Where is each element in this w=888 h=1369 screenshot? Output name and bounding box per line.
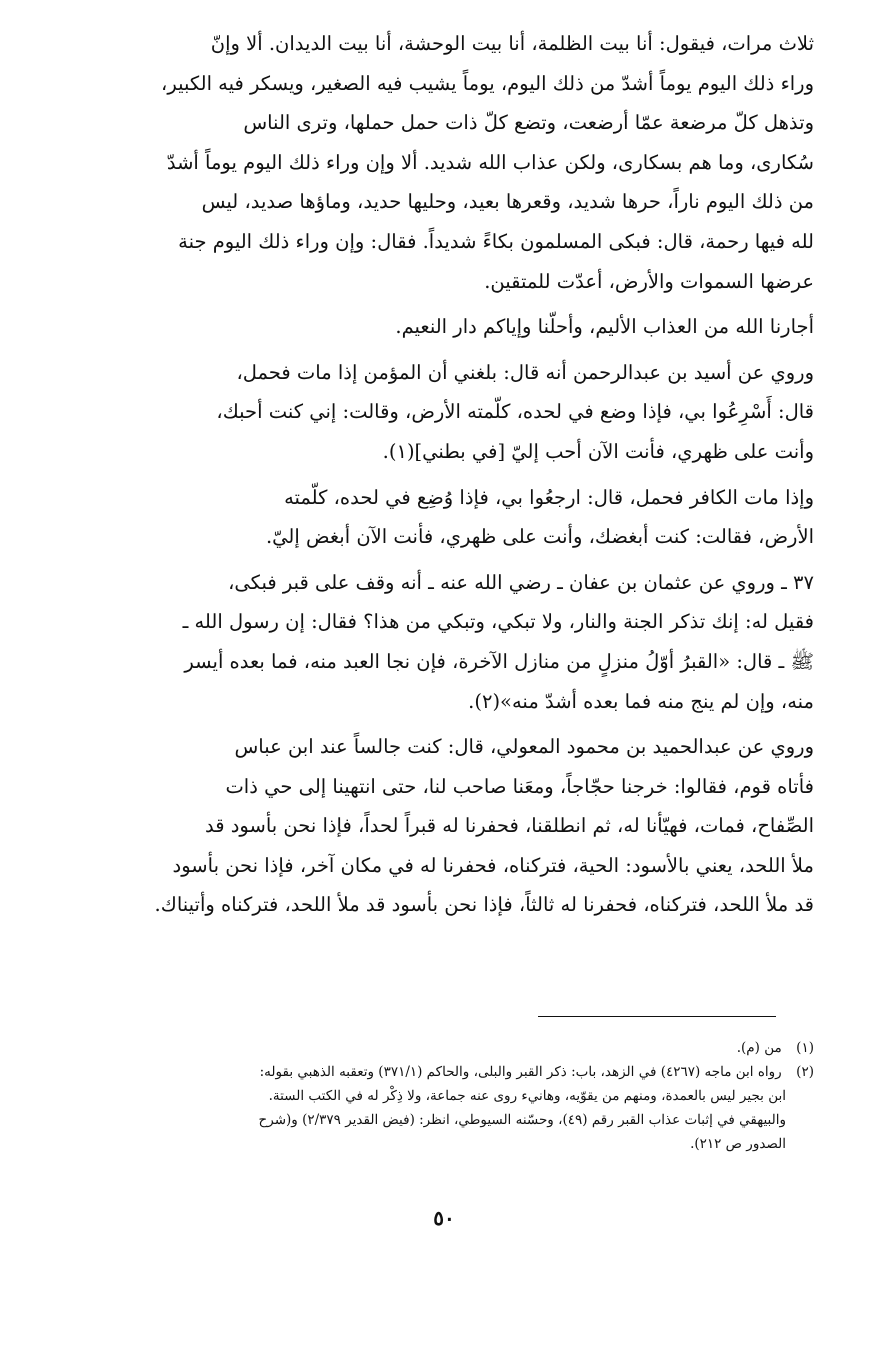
- text-line: وروي عن أسيد بن عبدالرحمن أنه قال: بلغني أن المؤمن إذا مات فحمل،: [236, 360, 814, 384]
- text-line: ملأ اللحد، يعني بالأسود: الحية، فتركناه، فحفرنا له في مكان آخر، فإذا نحن بأسود: [172, 853, 814, 877]
- footnote-divider: [538, 1016, 776, 1017]
- text-line: فقيل له: إنك تذكر الجنة والنار، ولا تبكي، وتبكي من هذا؟ فقال: إن رسول الله ـ: [182, 610, 814, 634]
- footnote-line: الصدور ص ٢١٢).: [690, 1136, 786, 1152]
- text-line: منه، وإن لم ينج منه فما بعده أشدّ منه»(٢).: [468, 689, 814, 713]
- text-line: الأرض، فقالت: كنت أبغضك، وأنت على ظهري، فأنت الآن أبغض إليّ.: [265, 525, 814, 549]
- text-line: سُكارى، وما هم بسكارى، ولكن عذاب الله شديد. ألا وإن وراء ذلك اليوم يوماً أشدّ: [166, 150, 814, 174]
- text-line: ﷺ ـ قال: «القبرُ أوّلُ منزلٍ من منازل الآخرة، فإن نجا العبد منه، فما بعده أيسر: [184, 649, 814, 673]
- text-line: ثلاث مرات، فيقول: أنا بيت الظلمة، أنا بيت الوحشة، أنا بيت الديدان. ألا وإنّ: [210, 32, 814, 55]
- text-line: أجارنا الله من العذاب الأليم، وأحلّنا وإياكم دار النعيم.: [395, 315, 814, 339]
- text-line: قال: أَسْرِعُوا بي، فإذا وضع في لحده، كلّمته الأرض، وقالت: إني كنت أحبك،: [216, 400, 814, 424]
- footnote-line: ابن بجير ليس بالعمدة، ومنهم من يقوّيه، وهانيء روى عنه جماعة، ولا ذِكْر له في الكتب الستة.: [268, 1088, 786, 1104]
- footnote-text: من (م).: [736, 1040, 782, 1056]
- text-line: الصِّفاح، فمات، فهيّأنا له، ثم انطلقنا، فحفرنا له قبراً لحداً، فإذا نحن بأسود قد: [204, 814, 814, 838]
- text-line: وروي عن عبدالحميد بن محمود المعولي، قال: كنت جالساً عند ابن عباس: [234, 735, 814, 759]
- footnote-number: (٢): [796, 1064, 814, 1080]
- footnotes: [84, 1036, 814, 1156]
- footnote-line: والبيهقي في إثبات عذاب القبر رقم (٤٩)، وحسّنه السيوطي، انظر: (فيض القدير ٢/٣٧٩) و(شرح: [258, 1112, 786, 1128]
- text-line: من ذلك اليوم ناراً، حرها شديد، وقعرها بعيد، وحليها حديد، وماؤها صديد، ليس: [201, 190, 814, 214]
- page-number: ٥٠: [433, 1206, 455, 1230]
- footnote-text: رواه ابن ماجه (٤٢٦٧) في الزهد، باب: ذكر القبر والبلى، والحاكم (٣٧١/١) وتعقبه الذهبي بقوله:: [259, 1064, 782, 1080]
- text-line: وإذا مات الكافر فحمل، قال: ارجعُوا بي، فإذا وُضِع في لحده، كلّمته: [284, 485, 814, 509]
- text-line: وتذهل كلّ مرضعة عمّا أرضعت، وتضع كلّ ذات حمل حملها، وترى الناس: [243, 111, 814, 135]
- text-line: وراء ذلك اليوم يوماً أشدّ من ذلك اليوم، يوماً يشيب فيه الصغير، ويسكر فيه الكبير،: [161, 71, 814, 95]
- text-line: ٣٧ ـ وروي عن عثمان بن عفان ـ رضي الله عنه ـ أنه وقف على قبر فبكى،: [228, 570, 814, 594]
- text-line: فأتاه قوم، فقالوا: خرجنا حجّاجاً، ومعَنا صاحب لنا، حتى انتهينا إلى حي ذات: [225, 774, 814, 798]
- text-line: وأنت على ظهري، فأنت الآن أحب إليّ [في بطني](١).: [382, 439, 814, 463]
- footnote-number: (١): [796, 1040, 814, 1056]
- text-line: عرضها السموات والأرض، أعدّت للمتقين.: [484, 269, 814, 293]
- footnote-1: [84, 1036, 814, 1060]
- text-line: لله فيها رحمة، قال: فبكى المسلمون بكاءً شديداً. فقال: وإن وراء ذلك اليوم جنة: [178, 229, 814, 253]
- text-line: قد ملأ اللحد، فتركناه، فحفرنا له ثالثاً، فإذا نحن بأسود قد ملأ اللحد، فتركناه وأتيناك.: [154, 893, 814, 917]
- main-text: [84, 24, 814, 925]
- footnote-2: [84, 1060, 814, 1084]
